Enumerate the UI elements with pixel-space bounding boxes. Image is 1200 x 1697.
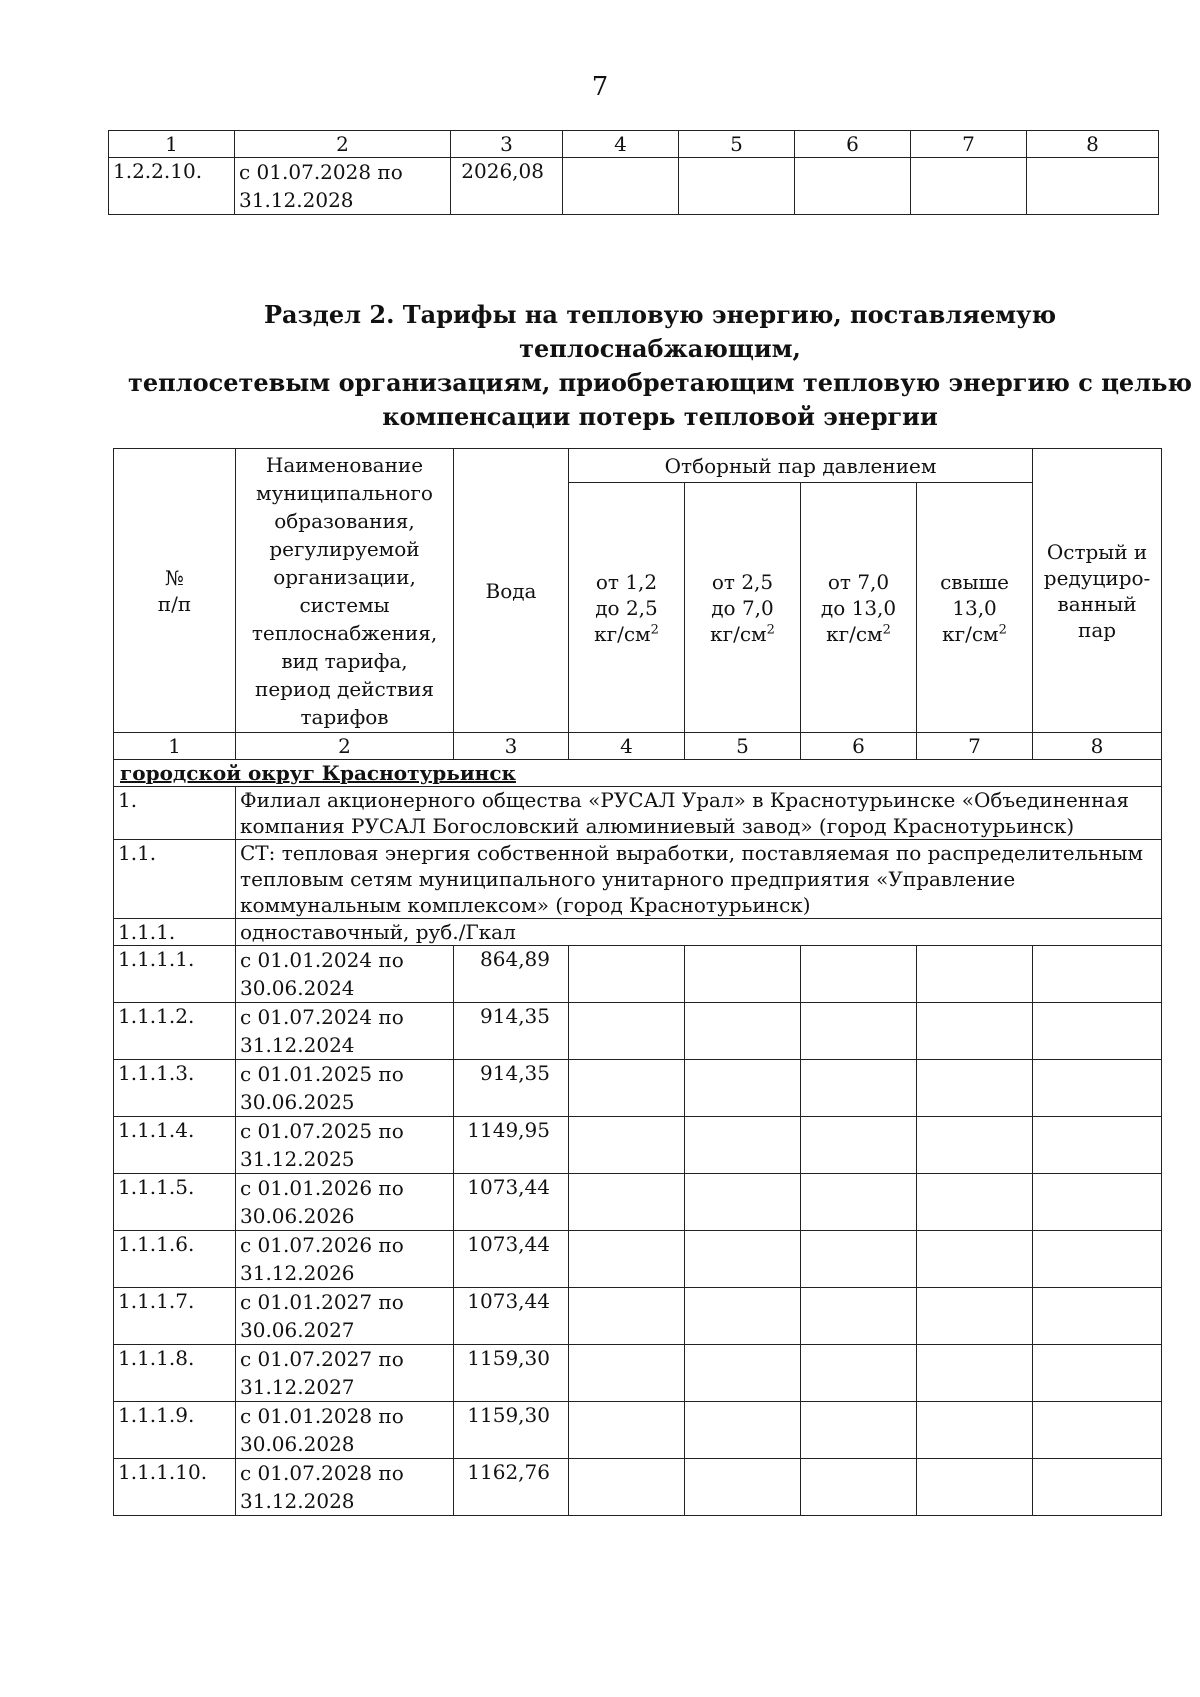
system-row (114, 840, 1162, 919)
empty-cell (1033, 1117, 1162, 1174)
empty-cell (795, 158, 911, 215)
col-number: 7 (917, 733, 1033, 760)
superscript: 2 (766, 621, 775, 637)
header-line: кг/см (710, 621, 767, 646)
district-name: городской округ Краснотурьинск (114, 760, 1162, 787)
header-line: 13,0 (952, 595, 997, 620)
header-line: от 1,2 (595, 569, 658, 594)
empty-cell (1033, 1345, 1162, 1402)
col-number: 6 (795, 131, 911, 158)
system-description (236, 840, 1162, 919)
period-cell (236, 1345, 454, 1402)
empty-cell (569, 1402, 685, 1459)
row-number: 1.1. (114, 840, 236, 919)
header-name (236, 449, 454, 733)
header-pressure-4 (917, 483, 1033, 733)
empty-cell (569, 1231, 685, 1288)
period-end: 30.06.2024 (240, 976, 355, 1000)
tariff-type-row (114, 919, 1162, 946)
empty-cell (1033, 946, 1162, 1003)
row-number: 1.1.1.2. (114, 1003, 236, 1060)
period-cell (236, 1459, 454, 1516)
empty-cell (801, 1003, 917, 1060)
header-pressure-2 (685, 483, 801, 733)
col-number: 8 (1027, 131, 1159, 158)
system-line: тепловым сетям муниципального унитарного предприятия «Управление (240, 867, 1016, 891)
tariff-table (113, 448, 1162, 1516)
empty-cell (801, 1402, 917, 1459)
water-value: 1162,76 (454, 1459, 569, 1516)
header-line: кг/см (594, 621, 651, 646)
header-name-line: образования, (274, 508, 415, 533)
empty-cell (801, 1345, 917, 1402)
period-start: с 01.07.2028 по (239, 160, 403, 184)
table-row (114, 1003, 1162, 1060)
period-start: с 01.07.2024 по (240, 1005, 404, 1029)
empty-cell (917, 1231, 1033, 1288)
table-row (114, 1117, 1162, 1174)
empty-cell (801, 946, 917, 1003)
empty-cell (569, 1060, 685, 1117)
period-cell (236, 1288, 454, 1345)
header-sharp-steam (1033, 449, 1162, 733)
organization-row (114, 787, 1162, 840)
superscript: 2 (650, 621, 659, 637)
empty-cell (917, 1459, 1033, 1516)
period-cell (236, 1060, 454, 1117)
table-row (114, 1174, 1162, 1231)
period-end: 31.12.2028 (240, 1489, 355, 1513)
empty-cell (685, 1174, 801, 1231)
section-title-line: теплосетевым организациям, приобретающим тепловую энергию с целью (127, 368, 1193, 397)
col-number: 3 (454, 733, 569, 760)
empty-cell (1033, 1231, 1162, 1288)
period-cell (236, 1174, 454, 1231)
header-pressure-3 (801, 483, 917, 733)
header-pressure-1 (569, 483, 685, 733)
period-end: 31.12.2026 (240, 1261, 355, 1285)
period-start: с 01.01.2028 по (240, 1404, 404, 1428)
water-value: 1073,44 (454, 1231, 569, 1288)
header-steam-group: Отборный пар давлением (569, 449, 1033, 483)
water-value: 1159,30 (454, 1345, 569, 1402)
period-cell (236, 1231, 454, 1288)
header-name-line: Наименование (265, 452, 424, 477)
header-number (114, 449, 236, 733)
period-cell (236, 946, 454, 1003)
superscript: 2 (998, 621, 1007, 637)
col-number: 8 (1033, 733, 1162, 760)
empty-cell (569, 1117, 685, 1174)
col-number: 5 (679, 131, 795, 158)
period-start: с 01.07.2028 по (240, 1461, 404, 1485)
header-sharp-line: Острый и (1046, 539, 1148, 564)
row-number: 1.1.1.4. (114, 1117, 236, 1174)
table-row (114, 1060, 1162, 1117)
row-number: 1.1.1.7. (114, 1288, 236, 1345)
empty-cell (679, 158, 795, 215)
row-number: 1.1.1.5. (114, 1174, 236, 1231)
period-start: с 01.07.2025 по (240, 1119, 404, 1143)
col-number: 6 (801, 733, 917, 760)
header-num-symbol: № (165, 565, 184, 590)
period-start: с 01.07.2026 по (240, 1233, 404, 1257)
empty-cell (569, 946, 685, 1003)
water-value: 1073,44 (454, 1174, 569, 1231)
table-row (114, 1288, 1162, 1345)
empty-cell (1033, 1174, 1162, 1231)
empty-cell (1033, 1288, 1162, 1345)
header-sharp-line: редуциро- (1043, 565, 1151, 590)
period-start: с 01.07.2027 по (240, 1347, 404, 1371)
empty-cell (801, 1060, 917, 1117)
period-end: 30.06.2025 (240, 1090, 355, 1114)
table-row (114, 946, 1162, 1003)
header-name-line: системы (299, 592, 390, 617)
period-start: с 01.01.2027 по (240, 1290, 404, 1314)
row-number: 1.1.1. (114, 919, 236, 946)
section-title-line: компенсации потерь тепловой энергии (382, 402, 938, 431)
header-name-line: муниципального (256, 480, 433, 505)
empty-cell (801, 1288, 917, 1345)
empty-cell (569, 1003, 685, 1060)
water-value: 914,35 (454, 1060, 569, 1117)
empty-cell (685, 1003, 801, 1060)
page-number: 7 (591, 72, 609, 102)
header-sharp-line: ванный (1057, 591, 1137, 616)
header-name-line: тарифов (300, 704, 389, 729)
period-end: 30.06.2028 (240, 1432, 355, 1456)
water-value: 914,35 (454, 1003, 569, 1060)
header-num-text: п/п (157, 591, 192, 616)
header-name-line: вид тарифа, (281, 648, 408, 673)
empty-cell (917, 1288, 1033, 1345)
column-number-row (109, 131, 1159, 158)
empty-cell (801, 1459, 917, 1516)
empty-cell (569, 1345, 685, 1402)
organization-line: компания РУСАЛ Богословский алюминиевый завод» (город Краснотурьинск) (240, 814, 1075, 838)
col-number: 7 (911, 131, 1027, 158)
empty-cell (917, 1402, 1033, 1459)
header-line: до 13,0 (820, 595, 897, 620)
col-number: 5 (685, 733, 801, 760)
empty-cell (917, 1117, 1033, 1174)
row-number: 1.1.1.9. (114, 1402, 236, 1459)
period-cell (236, 1117, 454, 1174)
water-value: 1159,30 (454, 1402, 569, 1459)
period-start: с 01.01.2026 по (240, 1176, 404, 1200)
period-end: 31.12.2027 (240, 1375, 355, 1399)
empty-cell (685, 946, 801, 1003)
system-line: СТ: тепловая энергия собственной выработки, поставляемая по распределительным (240, 841, 1143, 865)
empty-cell (685, 1117, 801, 1174)
header-name-line: период действия (255, 676, 434, 701)
period-end: 30.06.2027 (240, 1318, 355, 1342)
empty-cell (569, 1174, 685, 1231)
period-end: 31.12.2028 (239, 188, 354, 212)
header-line: кг/см (942, 621, 999, 646)
tariff-type: одноставочный, руб./Гкал (236, 919, 1162, 946)
row-number: 1.1.1.1. (114, 946, 236, 1003)
col-number: 1 (114, 733, 236, 760)
section-title (120, 298, 1200, 434)
empty-cell (685, 1288, 801, 1345)
empty-cell (563, 158, 679, 215)
empty-cell (917, 946, 1033, 1003)
period-cell (236, 1402, 454, 1459)
header-line: кг/см (826, 621, 883, 646)
header-line: до 2,5 (595, 595, 658, 620)
superscript: 2 (882, 621, 891, 637)
col-number: 4 (563, 131, 679, 158)
empty-cell (685, 1231, 801, 1288)
table-row (114, 1402, 1162, 1459)
empty-cell (1033, 1402, 1162, 1459)
col-number: 2 (236, 733, 454, 760)
empty-cell (917, 1003, 1033, 1060)
period-cell (235, 158, 451, 215)
organization-name (236, 787, 1162, 840)
empty-cell (1027, 158, 1159, 215)
header-line: от 2,5 (711, 569, 774, 594)
table-row (109, 158, 1159, 215)
empty-cell (685, 1345, 801, 1402)
col-number: 3 (451, 131, 563, 158)
period-end: 31.12.2025 (240, 1147, 355, 1171)
col-number: 4 (569, 733, 685, 760)
row-number: 1. (114, 787, 236, 840)
empty-cell (685, 1402, 801, 1459)
empty-cell (917, 1060, 1033, 1117)
header-name-line: теплоснабжения, (251, 620, 438, 645)
empty-cell (685, 1060, 801, 1117)
period-start: с 01.01.2025 по (240, 1062, 404, 1086)
column-number-row (114, 733, 1162, 760)
water-value: 2026,08 (451, 158, 563, 215)
row-number: 1.1.1.6. (114, 1231, 236, 1288)
row-number: 1.1.1.8. (114, 1345, 236, 1402)
empty-cell (801, 1174, 917, 1231)
header-name-line: организации, (273, 564, 416, 589)
district-row (114, 760, 1162, 787)
header-row (114, 449, 1162, 483)
empty-cell (911, 158, 1027, 215)
organization-line: Филиал акционерного общества «РУСАЛ Урал» в Краснотурьинске «Объединенная (240, 788, 1129, 812)
header-line: от 7,0 (827, 569, 890, 594)
empty-cell (917, 1174, 1033, 1231)
col-number: 1 (109, 131, 235, 158)
empty-cell (1033, 1459, 1162, 1516)
header-line: свыше (940, 569, 1009, 594)
row-number: 1.1.1.3. (114, 1060, 236, 1117)
period-cell (236, 1003, 454, 1060)
header-line: до 7,0 (711, 595, 774, 620)
section-title-line: Раздел 2. Тарифы на тепловую энергию, поставляемую теплоснабжающим, (263, 300, 1057, 363)
system-line: коммунальным комплексом» (город Краснотурьинск) (240, 893, 811, 917)
empty-cell (801, 1231, 917, 1288)
water-value: 864,89 (454, 946, 569, 1003)
row-number: 1.1.1.10. (114, 1459, 236, 1516)
empty-cell (685, 1459, 801, 1516)
table-row (114, 1459, 1162, 1516)
empty-cell (917, 1345, 1033, 1402)
water-value: 1073,44 (454, 1288, 569, 1345)
col-number: 2 (235, 131, 451, 158)
period-start: с 01.01.2024 по (240, 948, 404, 972)
water-value: 1149,95 (454, 1117, 569, 1174)
period-end: 31.12.2024 (240, 1033, 355, 1057)
continuation-table (108, 130, 1159, 215)
table-row (114, 1231, 1162, 1288)
header-water: Вода (454, 449, 569, 733)
empty-cell (1033, 1003, 1162, 1060)
empty-cell (569, 1459, 685, 1516)
empty-cell (1033, 1060, 1162, 1117)
header-name-line: регулируемой (269, 536, 420, 561)
row-number: 1.2.2.10. (109, 158, 235, 215)
table-row (114, 1345, 1162, 1402)
period-end: 30.06.2026 (240, 1204, 355, 1228)
header-sharp-line: пар (1078, 617, 1117, 642)
empty-cell (569, 1288, 685, 1345)
empty-cell (801, 1117, 917, 1174)
